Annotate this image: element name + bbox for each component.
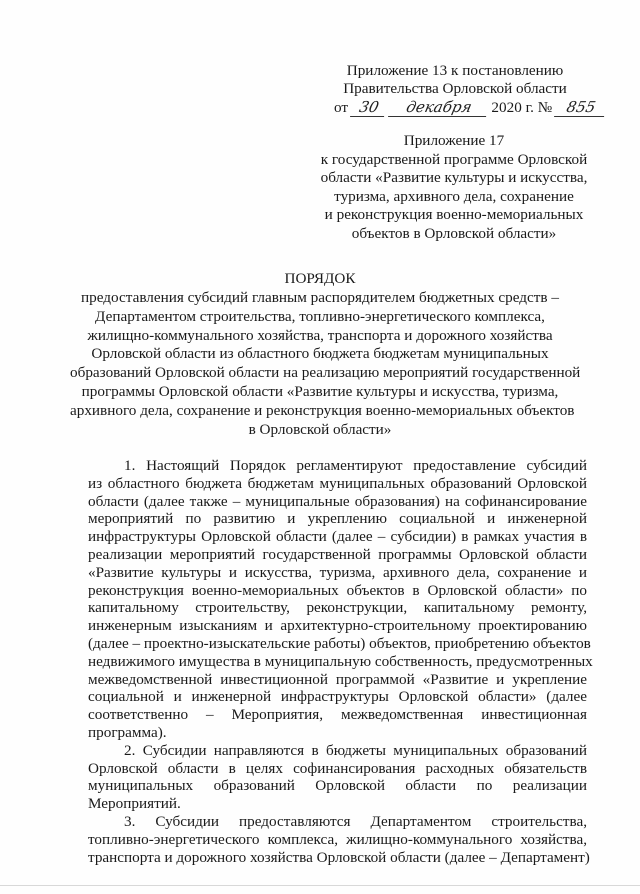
document-subtitle — [70, 289, 581, 439]
paragraph-1-line: реконструкция военно-мемориальных объектов в Орловской области» по — [88, 581, 587, 599]
subtitle-line: в Орловской области» — [248, 420, 392, 438]
appendix-17-line: и реконструкция военно-мемориальных — [324, 206, 584, 224]
paragraph-1-line: капитальному строительству, реконструкции, капитальному ремонту, — [88, 599, 587, 617]
document-body — [88, 457, 593, 866]
paragraph-1-line: программа). — [88, 723, 167, 741]
appendix-17-line: туризма, архивного дела, сохранение — [334, 187, 574, 205]
subtitle-line: образований Орловской области на реализацию мероприятий государственной — [70, 364, 581, 382]
subtitle-line: жилищно-коммунального хозяйства, транспорта и дорожного хозяйства — [87, 326, 553, 344]
subtitle-line: Департаментом строительства, топливно-энергетического комплекса, — [95, 307, 545, 325]
paragraph-1-line: мероприятий по развитию и укреплению социальной и инженерной — [88, 510, 587, 528]
document-title: ПОРЯДОК — [284, 270, 356, 287]
paragraph-3-line: топливно-энергетического комплекса, жилищно-коммунального хозяйства, — [88, 830, 587, 848]
appendix-13-line-2: Правительства Орловской области — [343, 80, 567, 97]
paragraph-1-line: инфраструктуры Орловской области (далее – субсидии) в рамках участия в — [88, 528, 587, 546]
date-prefix: от — [334, 99, 349, 116]
appendix-17-line: Приложение 17 — [403, 132, 505, 149]
appendix-13-line-1: Приложение 13 к постановлению — [346, 62, 564, 79]
paragraph-1-line: инженерным изысканиям и архитектурно-строительному проектированию — [88, 617, 587, 635]
paragraph-2-line: 2. Субсидии направляются в бюджеты муниципальных образований — [124, 741, 587, 759]
subtitle-line: архивного дела, сохранение и реконструкция военно-мемориальных объектов — [70, 401, 575, 419]
paragraph-1-line: недвижимого имущества в муниципальную собственность, предусмотренных — [88, 652, 593, 670]
subtitle-line: предоставления субсидий главным распорядителем бюджетных средств – — [81, 289, 559, 306]
paragraph-2-line: Мероприятий. — [88, 795, 181, 813]
paragraph-1-line: 1. Настоящий Порядок регламентируют предоставление субсидий — [124, 457, 587, 474]
resolution-date-line — [320, 98, 598, 117]
paragraph-3-line: транспорта и дорожного хозяйства Орловской области (далее – Департамент) — [88, 848, 590, 866]
paragraph-1-line: реализации мероприятий государственной программы Орловской области — [88, 545, 587, 563]
paragraph-3-line: 3. Субсидии предоставляются Департаментом строительства, — [124, 812, 587, 830]
date-year: 2020 г. № — [491, 99, 553, 116]
paragraph-2-line: Орловской области в целях софинансирования расходных обязательств — [88, 759, 587, 777]
paragraph-1-line: области (далее также – муниципальные образования) на софинансирование — [88, 492, 587, 510]
subtitle-line: программы Орловской области «Развитие культуры и искусства, туризма, — [81, 382, 559, 400]
paragraph-2-line: муниципальных образований Орловской области по реализации — [88, 777, 587, 795]
handwritten-day: 30 — [350, 98, 388, 117]
appendix-17-line: к государственной программе Орловской — [320, 150, 588, 168]
appendix-17-line: объектов в Орловской области» — [351, 224, 557, 242]
subtitle-line: Орловской области из областного бюджета бюджетам муниципальных — [91, 345, 549, 363]
paragraph-1-line: соответственно – Мероприятия, межведомственная инвестиционная — [88, 706, 587, 724]
paragraph-1-line: социальной и инженерной инфраструктуры Орловской области» (далее — [88, 688, 587, 706]
paragraph-1-line: «Развитие культуры и искусства, туризма, архивного дела, сохранение и — [88, 563, 587, 581]
appendix-13-block — [320, 62, 598, 117]
handwritten-month: декабря — [388, 98, 490, 117]
paragraph-1-line: (далее – проектно-изыскательские работы) объектов, приобретению объектов — [88, 634, 591, 652]
handwritten-number: 855 — [554, 98, 608, 117]
page-bottom-edge — [0, 885, 640, 886]
paragraph-1-line: из областного бюджета бюджетам муниципальных образований Орловской — [88, 474, 587, 492]
paragraph-1-line: межведомственной инвестиционной программой «Развитие и укрепление — [88, 670, 587, 688]
appendix-17-block — [300, 132, 608, 244]
appendix-17-line: области «Развитие культуры и искусства, — [320, 169, 588, 187]
